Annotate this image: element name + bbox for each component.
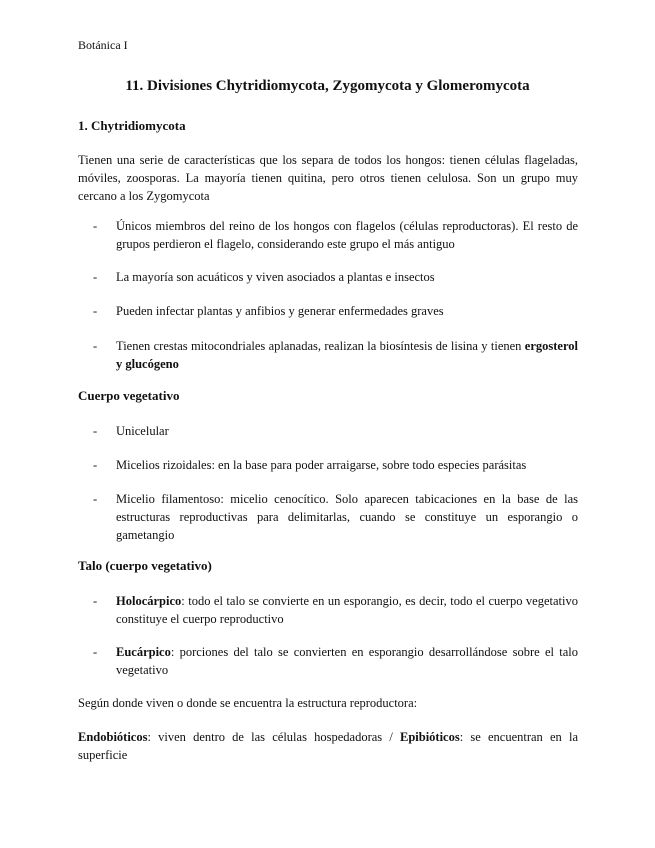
bold-term: Eucárpico <box>116 645 171 659</box>
bullet-dash: - <box>93 424 98 438</box>
list-item <box>78 422 578 440</box>
section-heading-chytridiomycota: 1. Chytridiomycota <box>78 118 186 133</box>
list-item-text: Micelio filamentoso: micelio cenocítico. Solo aparecen tabicaciones en la base de las estructuras reproductivas para delimitarlas, cuando se constituye un esporangio o gametangio <box>116 492 578 542</box>
bold-term: ergosterol y glucógeno <box>116 339 578 371</box>
bold-term: Endobióticos <box>78 730 148 744</box>
bullet-dash: - <box>93 645 98 659</box>
list-item-text: Únicos miembros del reino de los hongos con flagelos (células reproductoras). El resto de grupos perdieron el flagelo, considerando este grupo el más antiguo <box>116 219 578 251</box>
segun-paragraph: Según donde viven o donde se encuentra la estructura reproductora: <box>78 696 418 710</box>
section-heading-cuerpo-vegetativo: Cuerpo vegetativo <box>78 388 180 403</box>
bullet-dash: - <box>93 219 98 233</box>
list-item <box>78 592 578 628</box>
section-heading-talo: Talo (cuerpo vegetativo) <box>78 558 212 573</box>
list-item-text: Unicelular <box>116 424 169 438</box>
list-item-text: Eucárpico: porciones del talo se convierten en esporangio desarrollándose sobre el talo vegetativo <box>116 645 578 677</box>
bold-term: Epibióticos <box>399 730 460 744</box>
bullet-dash: - <box>93 458 98 472</box>
bullet-dash: - <box>93 594 98 608</box>
bullet-dash: - <box>93 304 98 318</box>
page-header: Botánica I <box>78 38 128 52</box>
final-paragraph: Endobióticos: viven dentro de las células hospedadoras / Epibióticos: se encuentran en la superficie <box>78 730 578 762</box>
list-item <box>78 490 578 544</box>
intro-paragraph: Tienen una serie de características que los separa de todos los hongos: tienen células flageladas, móviles, zoosporas. La mayoría tienen quitina, pero otros tienen celulosa. Son un grupo muy cercano a los Zygomycota <box>78 153 578 203</box>
list-item-text: Pueden infectar plantas y anfibios y generar enfermedades graves <box>116 304 444 318</box>
list-item-text: Holocárpico: todo el talo se convierte en un esporangio, es decir, todo el cuerpo vegetativo constituye el cuerpo reproductivo <box>116 594 578 626</box>
list-item <box>78 268 578 286</box>
list-item <box>78 643 578 679</box>
list-item-text: La mayoría son acuáticos y viven asociados a plantas e insectos <box>116 270 435 284</box>
bold-term: Holocárpico <box>116 594 182 608</box>
list-item <box>78 456 578 474</box>
bullet-dash: - <box>93 339 98 353</box>
bullet-dash: - <box>93 492 98 506</box>
list-item <box>78 337 578 373</box>
bullet-dash: - <box>93 270 98 284</box>
page-title: 11. Divisiones Chytridiomycota, Zygomycota y Glomeromycota <box>125 78 530 94</box>
list-item <box>78 217 578 253</box>
list-item-text: Micelios rizoidales: en la base para poder arraigarse, sobre todo especies parásitas <box>116 458 527 472</box>
list-item <box>78 302 578 320</box>
list-item-text: Tienen crestas mitocondriales aplanadas, realizan la biosíntesis de lisina y tienen ergosterol y glucógeno <box>116 339 578 371</box>
